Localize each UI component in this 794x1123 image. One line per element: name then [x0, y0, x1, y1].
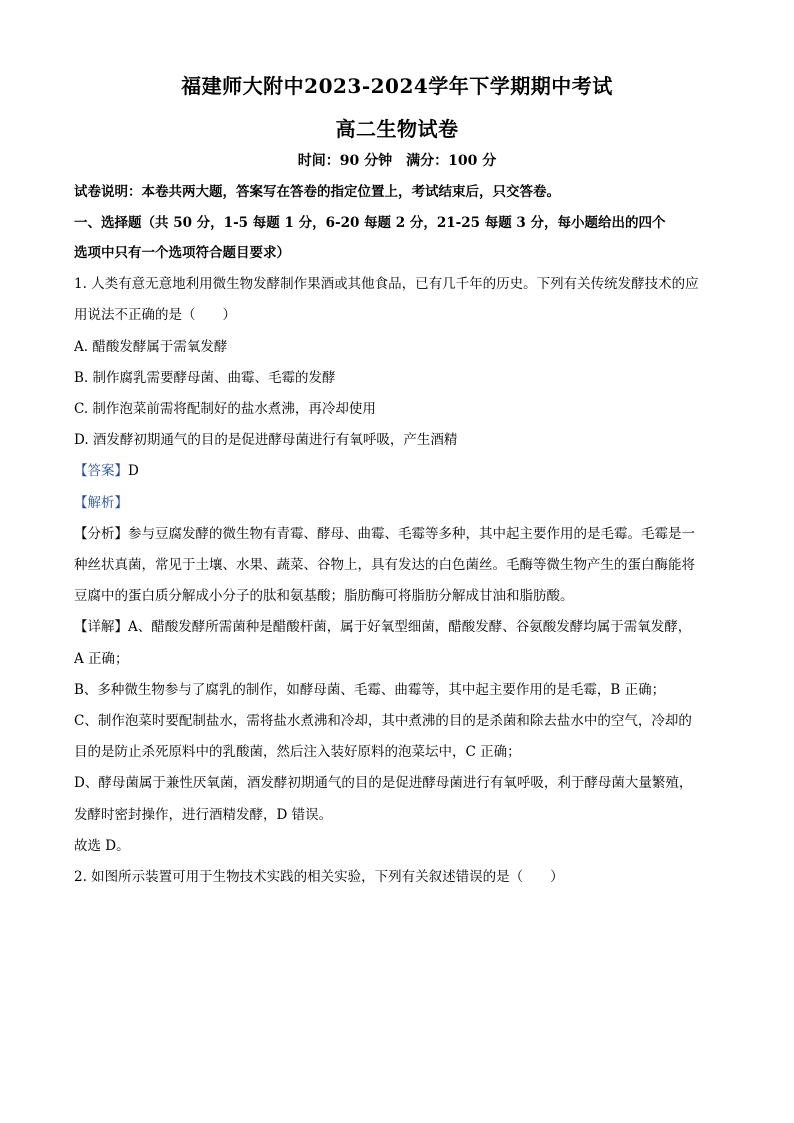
- section-one-heading-line1: 一、选择题（共 50 分，1-5 每题 1 分，6-20 每题 2 分，21-25 每题 3 分，每小题给出的四个: [74, 215, 666, 231]
- exam-instructions: 试卷说明：本卷共两大题，答案写在答卷的指定位置上，考试结束后，只交答卷。: [74, 184, 560, 200]
- exam-subtitle: 高二生物试卷: [335, 117, 459, 141]
- q1-xiangjie-line5: 目的是防止杀死原料中的乳酸菌，然后注入装好原料的泡菜坛中，C 正确；: [74, 744, 521, 760]
- section-one-heading-line2: 选项中只有一个选项符合题目要求）: [74, 245, 290, 261]
- xiangjie-text-1: A、醋酸发酵所需菌种是醋酸杆菌，属于好氧型细菌，醋酸发酵、谷氨酸发酵均属于需氧发酵，: [128, 619, 692, 635]
- q1-option-a: A. 醋酸发酵属于需氧发酵: [74, 339, 228, 355]
- q1-fenxi-line2: 种丝状真菌，常见于土壤、水果、蔬菜、谷物上，具有发达的白色菌丝。毛酶等微生物产生的蛋白酶能将: [74, 557, 695, 573]
- answer-value: D: [128, 463, 139, 479]
- q1-xiangjie-line7: 发酵时密封操作，进行酒精发酵，D 错误。: [74, 807, 333, 823]
- q1-xiangjie-line6: D、酵母菌属于兼性厌氧菌，酒发酵初期通气的目的是促进酵母菌进行有氧呼吸，利于酵母菌大量繁殖，: [74, 775, 693, 791]
- q1-xiangjie-line3: B、多种微生物参与了腐乳的制作，如酵母菌、毛霉、曲霉等，其中起主要作用的是毛霉，B 正确；: [74, 682, 666, 698]
- q1-fenxi-line1: [74, 524, 724, 544]
- q1-xiangjie-line4: C、制作泡菜时要配制盐水，需将盐水煮沸和冷却，其中煮沸的目的是杀菌和除去盐水中的空气，冷却的: [74, 713, 692, 729]
- answer-tag: 【答案】: [74, 463, 128, 479]
- q1-stem-line1: 1. 人类有意无意地利用微生物发酵制作果酒或其他食品，已有几千年的历史。下列有关传统发酵技术的应: [74, 276, 699, 292]
- exam-title: 福建师大附中2023-2024学年下学期期中考试: [181, 74, 613, 98]
- fenxi-text-1: 参与豆腐发酵的微生物有青霉、酵母、曲霉、毛霉等多种，其中起主要作用的是毛霉。毛霉是一: [128, 526, 695, 542]
- analysis-tag: 【解析】: [74, 495, 128, 511]
- q1-xiangjie-line1: [74, 617, 724, 637]
- fenxi-tag: 【分析】: [74, 526, 128, 542]
- q1-fenxi-line3: 豆腐中的蛋白质分解成小分子的肽和氨基酸；脂肪酶可将脂肪分解成甘油和脂肪酸。: [74, 588, 574, 604]
- q1-option-b: B. 制作腐乳需要酵母菌、曲霉、毛霉的发酵: [74, 370, 336, 386]
- q2-stem: 2. 如图所示装置可用于生物技术实践的相关实验，下列有关叙述错误的是（ ）: [74, 869, 564, 885]
- q1-analysis-heading: [74, 493, 724, 513]
- xiangjie-tag: 【详解】: [74, 619, 128, 635]
- q1-option-c: C. 制作泡菜前需将配制好的盐水煮沸，再冷却使用: [74, 401, 376, 417]
- q1-option-d: D. 酒发酵初期通气的目的是促进酵母菌进行有氧呼吸，产生酒精: [74, 432, 458, 448]
- exam-time-score: 时间：90 分钟 满分：100 分: [297, 153, 497, 169]
- q1-answer: [74, 461, 724, 481]
- q1-conclusion: 故选 D。: [74, 838, 130, 854]
- q1-stem-line2: 用说法不正确的是（ ）: [74, 307, 236, 323]
- q1-xiangjie-line2: A 正确；: [74, 651, 129, 667]
